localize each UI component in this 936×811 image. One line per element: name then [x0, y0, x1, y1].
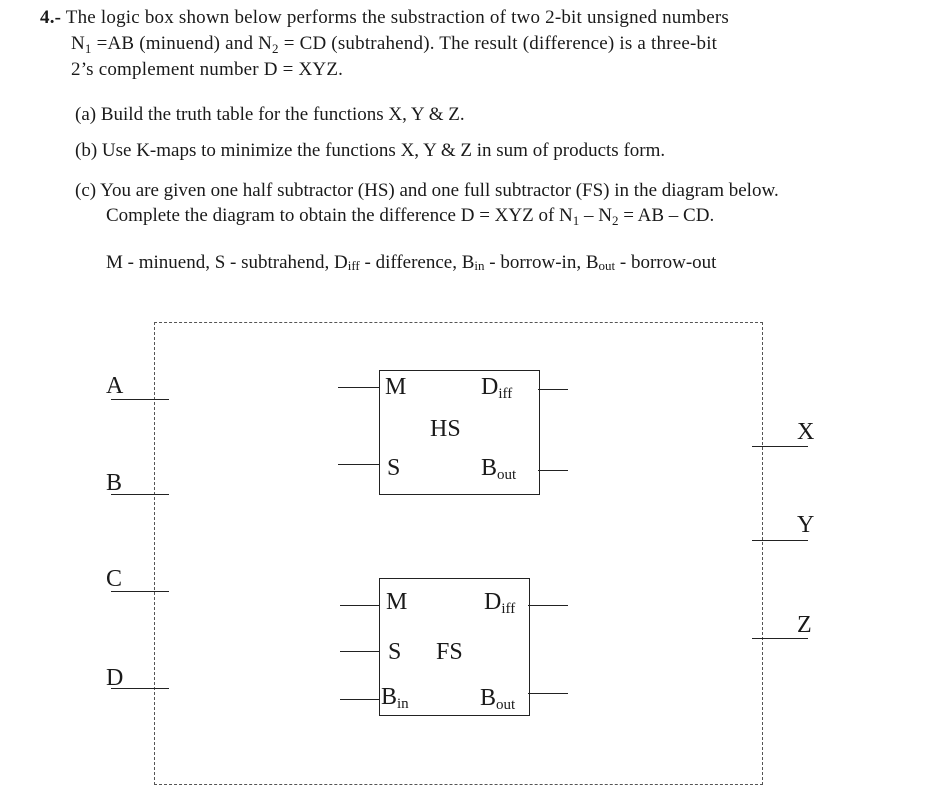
fs-m-wire — [340, 605, 380, 606]
fs-bin-label: $B_{in}$ — [381, 684, 409, 712]
input-wire-a — [111, 399, 169, 400]
fs-bout-wire — [528, 693, 568, 694]
fs-m-label: M — [386, 589, 408, 615]
input-label-a: A — [106, 373, 124, 399]
part-a: (a) Build the truth table for the functions X, Y & Z. — [75, 104, 465, 125]
hs-diff-label: $D_{iff}$ — [481, 374, 513, 402]
output-label-x: X — [797, 419, 815, 445]
input-label-c: C — [106, 566, 123, 592]
fs-name: FS — [436, 639, 463, 665]
fs-s-label: S — [388, 639, 402, 665]
hs-diff-wire — [538, 389, 568, 390]
part-b: (b) Use K-maps to minimize the functions X, Y & Z in sum of products form. — [75, 140, 666, 161]
fs-bout-label: $B_{out}$ — [480, 685, 516, 713]
hs-bout-wire — [538, 470, 568, 471]
hs-bout-label: $B_{out}$ — [481, 455, 517, 483]
fs-diff-label: $D_{iff}$ — [484, 589, 516, 617]
hs-name: HS — [430, 416, 461, 442]
hs-s-wire — [338, 464, 380, 465]
output-label-z: Z — [797, 612, 812, 638]
question-line-1 — [40, 7, 729, 29]
output-wire-z — [752, 638, 808, 639]
hs-m-wire — [338, 387, 380, 388]
hs-m-label: M — [385, 374, 407, 400]
fs-s-wire — [340, 651, 380, 652]
input-label-d: D — [106, 665, 124, 691]
hs-s-label: S — [387, 455, 401, 481]
question-number: 4.- — [40, 7, 62, 28]
output-wire-x — [752, 446, 808, 447]
question-line-3: 2’s complement number D = XYZ. — [71, 59, 344, 80]
input-wire-d — [111, 688, 169, 689]
fs-diff-wire — [528, 605, 568, 606]
input-wire-b — [111, 494, 169, 495]
input-wire-c — [111, 591, 169, 592]
fs-bin-wire — [340, 699, 380, 700]
input-label-b: B — [106, 470, 123, 496]
output-label-y: Y — [797, 512, 815, 538]
question-text-1: The logic box shown below performs the substraction of two 2-bit unsigned numbers — [65, 7, 729, 28]
output-wire-y — [752, 540, 808, 541]
question-line-2: $N_1 =AB$ (minuend) and $N_2$ = CD (subtrahend). The result (difference) is a three-bit — [71, 33, 718, 56]
legend: M - minuend, S - subtrahend, Diff - difference, Bin - borrow-in, Bout - borrow-out — [106, 252, 717, 273]
part-c-line-1: (c) You are given one half subtractor (HS) and one full subtractor (FS) in the diagram below. — [75, 180, 779, 201]
part-c-line-2: Complete the diagram to obtain the difference D = XYZ of $N_1 - N_2$ = AB – CD. — [106, 205, 715, 228]
